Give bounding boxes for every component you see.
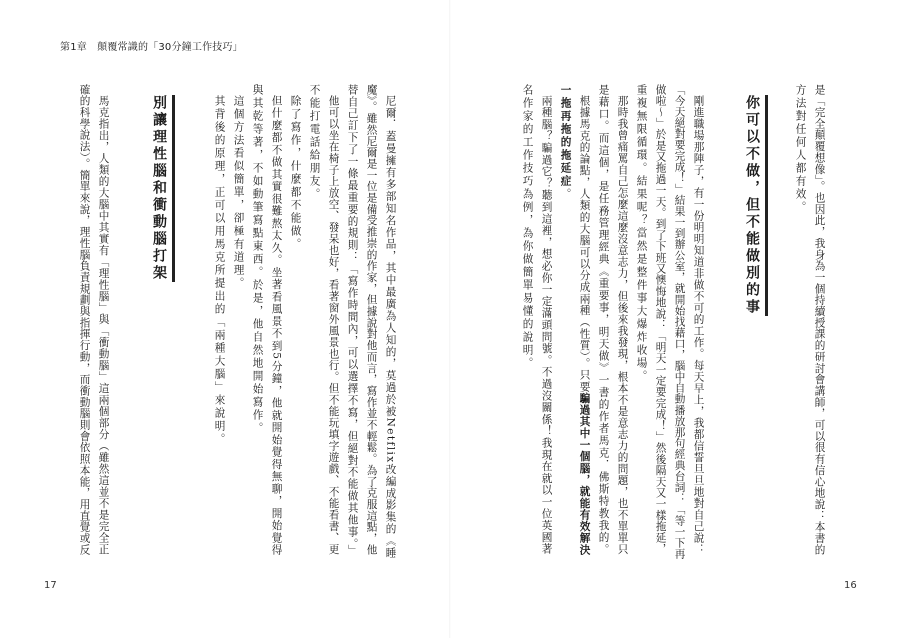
left-body-line-8: 與其乾等著，不如動筆寫點東西。於是，他自然地開始寫作。 (251, 84, 264, 435)
right-body-line-5: 那時我曾痛罵自己怎麼這麼沒意志力，但後來我發現，根本不是意志力的問題，也不單單只 (616, 95, 629, 555)
left-body-line-1: 尼爾．蓋曼擁有多部知名作品，其中最廣為人知的，莫過於被Netflix改編成影集的《睡 (384, 95, 397, 560)
left-body-line-4: 他可以坐在椅子上放空、發呆也好，看著窗外風景也行。但不能玩填字遊戲、不能看書、更 (327, 95, 340, 555)
page-number-right: 16 (844, 580, 857, 591)
left-body-line-7: 但什麼都不做其實很難熬太久。坐著看風景不到5分鐘，他就開始覺得無聊，開始覺得 (270, 95, 283, 557)
right-body-line-8-tail: 。 (559, 188, 572, 201)
right-body-line-1: 剛進職場那陣子，有一份明明知道非做不可的工作。每天早上，我都信誓旦旦地對自己說： (692, 95, 705, 555)
right-body-bold-a: 騙過其中一個腦，就能有效解決 (578, 392, 591, 556)
right-body-line-10: 名作家的工作技巧為例，為你做簡單易懂的說明。 (521, 84, 534, 370)
section-heading-2: 別讓理性腦和衝動腦打架 (152, 95, 175, 282)
right-body-bold-b: 一拖再拖的拖延症 (559, 84, 572, 188)
left-body-line-12: 確的科學說法）。簡單來說，理性腦負責規劃與指揮行動，而衝動腦則會依照本能，用直覺或反 (78, 84, 91, 556)
left-body-line-2: 魔》。雖然尼爾是一位是備受推崇的作家，但據說對他而言，寫作並不輕鬆。為了克服這點，他 (365, 84, 378, 556)
right-body-line-2: 「今天絕對要完成！」結果一到辦公室，就開始找藉口，腦中自動播放那句經典台詞：「等一下再 (673, 84, 686, 560)
left-body-line-6: 除了寫作，什麼都不能做。 (289, 95, 302, 251)
left-body-line-9: 這個方法看似簡單，卻極有道理。 (232, 95, 245, 290)
right-body-line-4: 重複無限循環。結果呢？當然是整件事大爆炸收場。 (635, 84, 648, 383)
right-body-line-7-text: 根據馬克的論點，人類的大腦可以分成兩種（性質）。只要 (578, 95, 591, 393)
running-header: 第1章 顛覆常識的「30分鐘工作技巧」 (60, 42, 243, 53)
right-body-line-9: 兩種腦？騙過它？聽到這裡，想必你一定滿頭問號。不過沒關係！我現在就以一位英國著 (540, 95, 553, 556)
left-body-line-10: 其背後的原理，正可以用馬克所提出的「兩種大腦」來說明。 (213, 95, 226, 446)
page-number-left: 17 (44, 580, 57, 591)
right-body-line-7 (579, 95, 590, 556)
right-intro-line-2: 方法對任何人都有效。 (794, 84, 807, 214)
right-body-line-6: 是藉口。而這個，是任務管理經典《重要事，明天做》一書的作者馬克．佛斯特教我的。 (597, 84, 610, 556)
book-gutter (449, 0, 451, 638)
section-heading-1: 你可以不做，但不能做別的事 (745, 95, 768, 316)
right-body-line-8 (560, 84, 571, 201)
right-body-line-3: 做啦～」於是又拖過一天。到了下班又懊悔地說：「明天一定要完成！」然後隔天又一樣拖延， (654, 84, 667, 555)
right-intro-line-1: 是「完全顛覆想像」。也因此，我身為一個持續授課的研討會講師，可以很有信心地說：本書的 (813, 84, 826, 556)
left-body-line-3: 替自己訂下了一條最重要的規則：「寫作時間內，可以選擇不寫，但絕對不能做其他事。」 (346, 84, 359, 557)
left-body-line-11: 馬克指出，人類的大腦中其實有「理性腦」與「衝動腦」這兩個部分（雖然這並不是完全正 (97, 95, 110, 555)
left-body-line-5: 不能打電話給朋友。 (308, 84, 321, 201)
